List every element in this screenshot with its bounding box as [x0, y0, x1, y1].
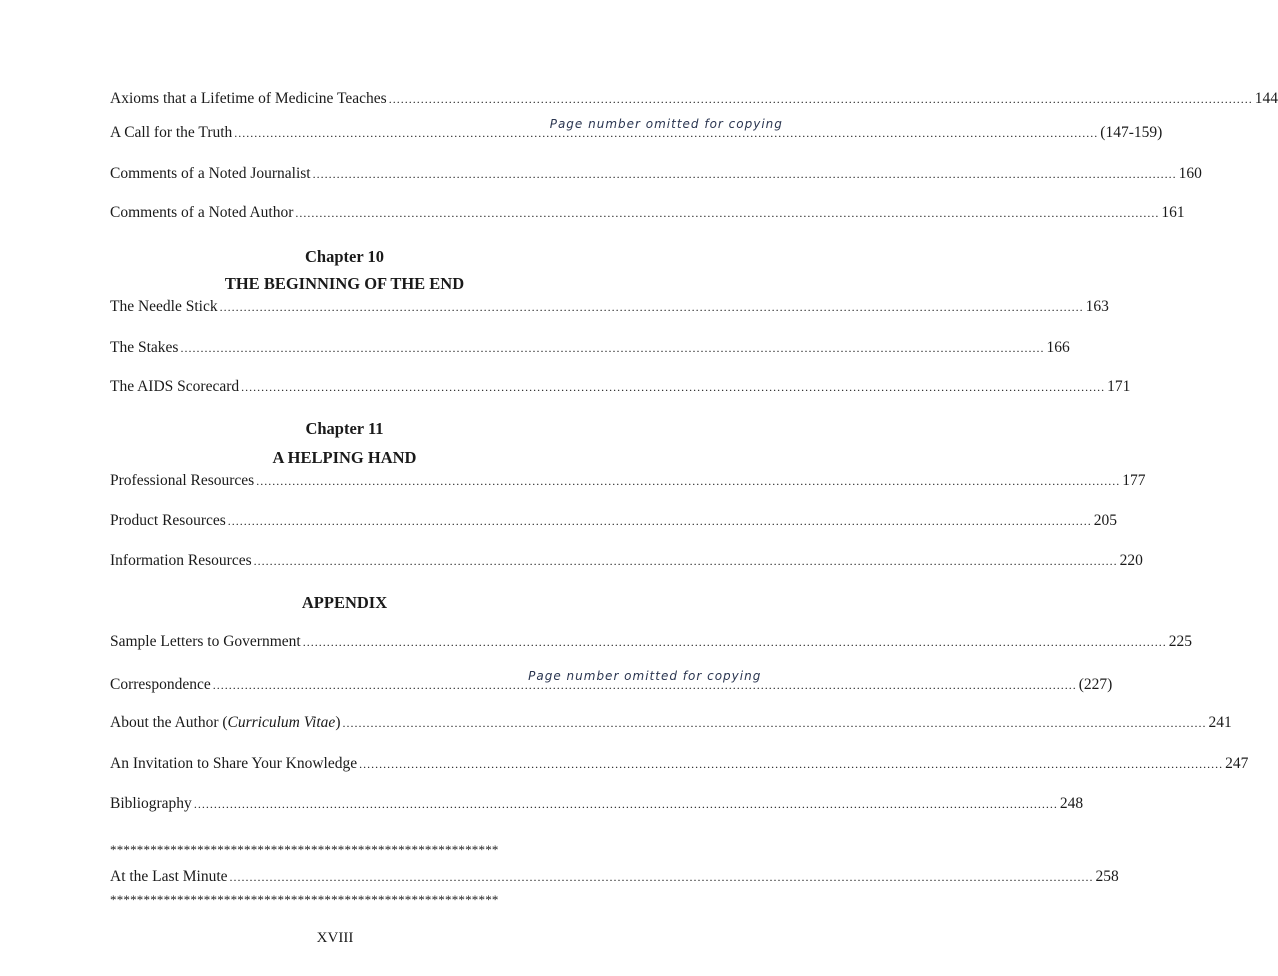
dot-leader	[303, 630, 1167, 654]
toc-entry	[110, 87, 1278, 111]
toc-entry	[110, 752, 1249, 776]
omitted-page-note: Page number omitted for copying	[549, 117, 783, 131]
toc-entry-title: Information Resources	[110, 552, 252, 569]
toc-entry-title: Bibliography	[110, 795, 192, 812]
dot-leader	[228, 509, 1092, 533]
dot-leader	[234, 117, 1098, 145]
dot-leader	[359, 752, 1223, 776]
dot-leader	[180, 336, 1044, 360]
toc-entry-page: 205	[1093, 512, 1118, 529]
toc-entry	[110, 865, 1119, 889]
dot-leader	[213, 669, 1077, 697]
toc-entry-title-prefix: About the Author (	[110, 714, 228, 731]
toc-entry-page: 163	[1085, 298, 1109, 315]
chapter-label: Chapter 11	[305, 419, 384, 438]
toc-entry-title: The AIDS Scorecard	[110, 378, 240, 395]
toc-entry-page: 144	[1254, 90, 1278, 107]
toc-entry	[110, 295, 1109, 319]
toc-entry	[110, 469, 1146, 493]
toc-entry-page: 247	[1225, 755, 1249, 772]
dot-leader	[389, 87, 1253, 111]
toc-entry-title: A Call for the Truth	[110, 124, 233, 141]
toc-entry-title: Sample Letters to Government	[110, 633, 301, 650]
dot-leader	[241, 375, 1105, 399]
toc-entry-title	[110, 711, 340, 735]
toc-entry-page: 248	[1059, 795, 1084, 812]
toc-entry-page: (227)	[1078, 676, 1113, 693]
toc-entry-title: An Invitation to Share Your Knowledge	[110, 755, 358, 772]
toc-entry	[110, 336, 1070, 360]
dot-leader	[254, 549, 1118, 573]
toc-entry-page: 225	[1168, 633, 1192, 650]
toc-entry	[110, 711, 1232, 735]
toc-entry-title: The Needle Stick	[110, 298, 218, 315]
toc-entry-title-italic: Curriculum Vitae	[227, 714, 336, 731]
toc-entry	[110, 375, 1131, 399]
toc-entry-title: The Stakes	[110, 339, 179, 356]
toc-entry-page: 160	[1178, 165, 1202, 182]
toc-entry-page: 161	[1161, 204, 1185, 221]
dot-leader	[313, 162, 1177, 186]
toc-entry-page: 241	[1208, 714, 1232, 731]
toc-entry-title: Correspondence	[110, 676, 211, 693]
toc-entry-page: 171	[1107, 378, 1131, 395]
dot-leader	[220, 295, 1084, 319]
page-number: XVIII	[316, 930, 354, 946]
toc-entry	[110, 669, 1113, 697]
dot-leader	[295, 201, 1159, 225]
toc-entry	[110, 630, 1192, 654]
chapter-label: Chapter 10	[305, 247, 384, 266]
dot-leader	[256, 469, 1120, 493]
omitted-page-note: Page number omitted for copying	[528, 669, 762, 683]
toc-entry-page: 220	[1119, 552, 1143, 569]
dot-leader	[230, 865, 1094, 889]
toc-entry	[110, 162, 1202, 186]
toc-entry	[110, 117, 1163, 145]
toc-entry-page: 177	[1122, 472, 1146, 489]
appendix-title: APPENDIX	[301, 593, 388, 612]
toc-entry-page: 258	[1095, 868, 1119, 885]
asterisk-divider: **********************************************************	[110, 892, 499, 907]
toc-entry-title: At the Last Minute	[110, 868, 228, 885]
asterisk-divider: **********************************************************	[110, 842, 499, 857]
dot-leader	[342, 711, 1206, 735]
toc-entry-title-suffix: )	[335, 714, 341, 731]
toc-entry-title: Comments of a Noted Author	[110, 204, 294, 221]
toc-entry-page: (147-159)	[1100, 124, 1163, 141]
toc-entry-title: Comments of a Noted Journalist	[110, 165, 311, 182]
toc-entry-title: Product Resources	[110, 512, 226, 529]
chapter-title: THE BEGINNING OF THE END	[224, 274, 465, 293]
toc-entry-page: 166	[1046, 339, 1070, 356]
toc-entry	[110, 549, 1143, 573]
toc-entry-title: Professional Resources	[110, 472, 255, 489]
chapter-title: A HELPING HAND	[272, 448, 417, 467]
toc-entry	[110, 509, 1118, 533]
toc-entry-title: Axioms that a Lifetime of Medicine Teaches	[110, 90, 387, 107]
toc-entry	[110, 201, 1185, 225]
toc-entry	[110, 792, 1084, 816]
dot-leader	[194, 792, 1058, 816]
